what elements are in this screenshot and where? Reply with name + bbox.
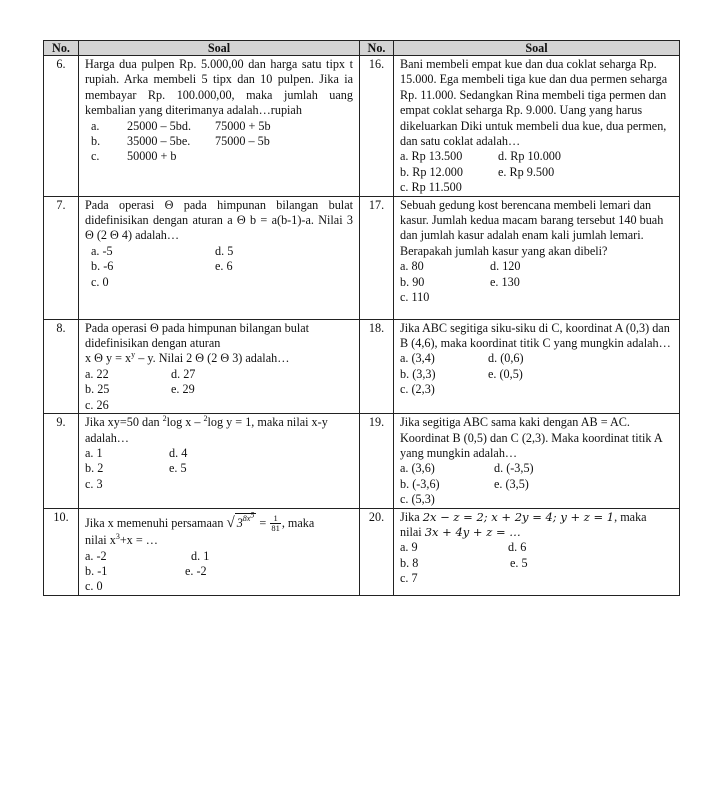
option-b: b. (-3,6)	[400, 476, 440, 491]
question-number: 9.	[44, 414, 79, 508]
option-c: c. 0	[91, 274, 109, 289]
option-text: b.	[91, 134, 101, 149]
question-text: Pada operasi Θ pada himpunan bilangan bulat didefinisikan dengan aturan a Θ b = a(b-1)-a. Nilai 3 Θ (2 Θ 4) adalah…	[85, 197, 353, 243]
option-d: d. Rp 10.000	[498, 149, 561, 164]
option-d: d. 6	[508, 540, 527, 555]
option-line	[400, 275, 673, 290]
question-text: Jika segitiga ABC sama kaki dengan AB = AC. Koordinat B (0,5) dan C (2,3). Maka koordinat titik A yang mungkin adalah…	[400, 415, 662, 460]
option-b: b. -1	[85, 564, 108, 579]
option-line	[85, 446, 353, 461]
table-header-row	[44, 41, 680, 56]
option-line	[85, 549, 353, 564]
option-line	[91, 119, 353, 134]
fraction: $\frac{1}{81}$	[271, 513, 280, 534]
header-soal-left: Soal	[79, 41, 360, 56]
option-text: 35000 – 5be.	[127, 134, 191, 149]
option-line	[400, 492, 673, 507]
option-list	[400, 149, 673, 195]
option-line	[85, 564, 353, 579]
radicand: $3^{8x^5}$	[236, 510, 255, 530]
question-number: 20.	[360, 508, 394, 595]
option-line	[85, 367, 353, 382]
option-a: a. Rp 13.500	[400, 149, 463, 164]
question-text: Harga dua pulpen Rp. 5.000,00 dan harga satu tipx t rupiah. Arka membeli 5 tipx dan 10 pulpen. Jika ia membayar Rp. 100.000,00, maka jumlah uang kembalian yang diterimanya adalah…rupiah	[85, 57, 353, 118]
option-line	[91, 275, 353, 290]
question-text: Sebuah gedung kost berencana membeli lemari dan kasur. Jumlah kedua macam barang tersebut 140 buah dan jumlah kasur adalah enam kali jumlah lemari. Berapakah jumlah kasur yang akan dibeli?	[400, 197, 664, 258]
question-number: 7.	[44, 196, 79, 319]
option-line	[91, 134, 353, 149]
table-row	[44, 56, 680, 197]
option-line	[400, 351, 673, 366]
table-row	[44, 414, 680, 508]
table-row	[44, 319, 680, 413]
option-c: c. 3	[85, 476, 103, 491]
exponent: y	[131, 350, 136, 360]
option-e: e. (0,5)	[488, 366, 523, 381]
question-line: nilai 3x + 4y + z = …	[400, 524, 521, 539]
option-line	[400, 556, 673, 571]
header-soal-right: Soal	[394, 41, 680, 56]
question-cell	[79, 508, 360, 595]
option-line	[91, 259, 353, 274]
question-text: Bani membeli empat kue dan dua coklat seharga Rp. 15.000. Ega membeli tiga kue dan dua permen seharga Rp. 11.000. Sedangkan Rina membeli tiga permen dan empat coklat seharga Rp. 9.000. Uang yang harus dikeluarkan Diki untuk membeli dua kue, dua permen, dan satu coklat adalah…	[400, 57, 668, 149]
option-b: b. 8	[400, 555, 419, 570]
option-text: a.	[91, 118, 100, 133]
log-base: 2	[203, 414, 208, 424]
option-b: b. 2	[85, 461, 104, 476]
option-text: c.	[91, 149, 100, 164]
option-d: d. 5	[215, 243, 234, 258]
option-text: 25000 – 5bd.	[127, 118, 191, 133]
option-line	[91, 244, 353, 259]
question-cell	[394, 414, 680, 508]
option-line	[85, 382, 353, 397]
option-e: e. 29	[171, 382, 195, 397]
exponent: 3	[115, 532, 120, 542]
question-text: Jika xy=50 dan $^2$log x – $^2$log y = 1, maka nilai x-y adalah…	[85, 414, 328, 445]
option-c: c. 26	[85, 397, 109, 412]
question-line: nilai $x^3+x$ = …	[85, 532, 158, 548]
option-e: e. 6	[215, 259, 233, 274]
option-e: e. 5	[169, 461, 187, 476]
question-cell	[79, 56, 360, 197]
option-list	[85, 446, 353, 492]
option-text: 50000 + b	[127, 149, 177, 164]
question-line	[85, 351, 353, 366]
option-d: d. 1	[191, 548, 210, 563]
option-e: e. 130	[490, 274, 520, 289]
equation: 2x − z = 2; x + 2y = 4; y + z = 1	[422, 509, 615, 524]
option-line	[400, 367, 673, 382]
option-line	[85, 461, 353, 476]
option-list	[85, 119, 353, 165]
option-line	[400, 477, 673, 492]
option-line	[400, 165, 673, 180]
question-line: Pada operasi Θ pada himpunan bilangan bulat	[85, 320, 310, 335]
question-table	[43, 40, 680, 596]
header-no-left: No.	[44, 41, 79, 56]
question-cell	[394, 56, 680, 197]
option-line	[85, 477, 353, 492]
question-text: Jika x memenuhi persamaan √ $3^{8x^5}$ = $\frac{1}{81}$ , maka	[85, 510, 315, 534]
question-fragment: – y. Nilai 2 Θ (2 Θ 3) adalah…	[135, 351, 290, 366]
table-row	[44, 196, 680, 319]
option-list	[400, 259, 673, 305]
option-text: 75000 + 5b	[215, 118, 271, 133]
equation: 3x + 4y + z = …	[424, 524, 521, 539]
option-line	[400, 259, 673, 274]
option-a: a. 1	[85, 445, 103, 460]
option-d: d. (0,6)	[488, 351, 524, 366]
option-line	[85, 398, 353, 413]
option-b: b. 25	[85, 382, 110, 397]
sqrt-icon: √	[226, 514, 235, 531]
question-line: didefinisikan dengan aturan	[85, 336, 221, 351]
question-text: Jika ABC segitiga siku-siku di C, koordinat A (0,3) dan B (4,6), maka koordinat titik C yang mungkin adalah…	[400, 320, 671, 351]
option-a: a. 9	[400, 540, 418, 555]
header-no-right: No.	[360, 41, 394, 56]
option-d: d. 4	[169, 445, 188, 460]
question-fragment: x Θ y = x	[85, 351, 132, 366]
option-d: d. 120	[490, 259, 521, 274]
question-cell	[79, 414, 360, 508]
option-list	[85, 244, 353, 290]
question-number: 8.	[44, 319, 79, 413]
option-a: a. 22	[85, 366, 109, 381]
option-c: c. (2,3)	[400, 382, 435, 397]
option-c: c. 110	[400, 290, 430, 305]
question-cell	[79, 319, 360, 413]
option-list	[400, 540, 673, 586]
question-number: 19.	[360, 414, 394, 508]
option-b: b. -6	[91, 259, 114, 274]
option-a: a. (3,6)	[400, 461, 435, 476]
option-c: c. (5,3)	[400, 492, 435, 507]
question-number: 6.	[44, 56, 79, 197]
option-e: e. 5	[510, 555, 528, 570]
question-cell	[394, 196, 680, 319]
option-line	[400, 149, 673, 164]
question-cell	[79, 196, 360, 319]
option-b: b. Rp 12.000	[400, 164, 463, 179]
option-b: b. (3,3)	[400, 366, 436, 381]
question-cell	[394, 319, 680, 413]
option-a: a. -2	[85, 548, 107, 563]
table-row	[44, 508, 680, 595]
option-line	[85, 579, 353, 594]
option-line	[400, 382, 673, 397]
exponent: 8x5	[242, 510, 255, 524]
option-line	[91, 149, 353, 164]
question-number: 17.	[360, 196, 394, 319]
option-e: e. Rp 9.500	[498, 164, 555, 179]
option-d: d. (-3,5)	[494, 461, 534, 476]
option-e: e. -2	[185, 564, 207, 579]
option-line	[400, 571, 673, 586]
option-list	[400, 461, 673, 507]
log-base: 2	[162, 414, 167, 424]
option-line	[400, 180, 673, 195]
question-text: Jika 2x − z = 2; x + 2y = 4; y + z = 1, maka	[400, 509, 647, 524]
option-c: c. Rp 11.500	[400, 180, 462, 195]
option-d: d. 27	[171, 366, 196, 381]
option-c: c. 7	[400, 571, 418, 586]
question-number: 10.	[44, 508, 79, 595]
option-c: c. 0	[85, 579, 103, 594]
option-list	[85, 367, 353, 413]
option-text: 75000 – 5b	[215, 134, 270, 149]
option-e: e. (3,5)	[494, 476, 529, 491]
option-b: b. 90	[400, 274, 425, 289]
question-number: 16.	[360, 56, 394, 197]
option-list	[400, 351, 673, 397]
question-number: 18.	[360, 319, 394, 413]
option-a: a. (3,4)	[400, 351, 435, 366]
question-cell	[394, 508, 680, 595]
option-line	[400, 540, 673, 555]
option-line	[400, 461, 673, 476]
option-a: a. -5	[91, 243, 113, 258]
option-list	[85, 549, 353, 595]
option-a: a. 80	[400, 259, 424, 274]
option-line	[400, 290, 673, 305]
